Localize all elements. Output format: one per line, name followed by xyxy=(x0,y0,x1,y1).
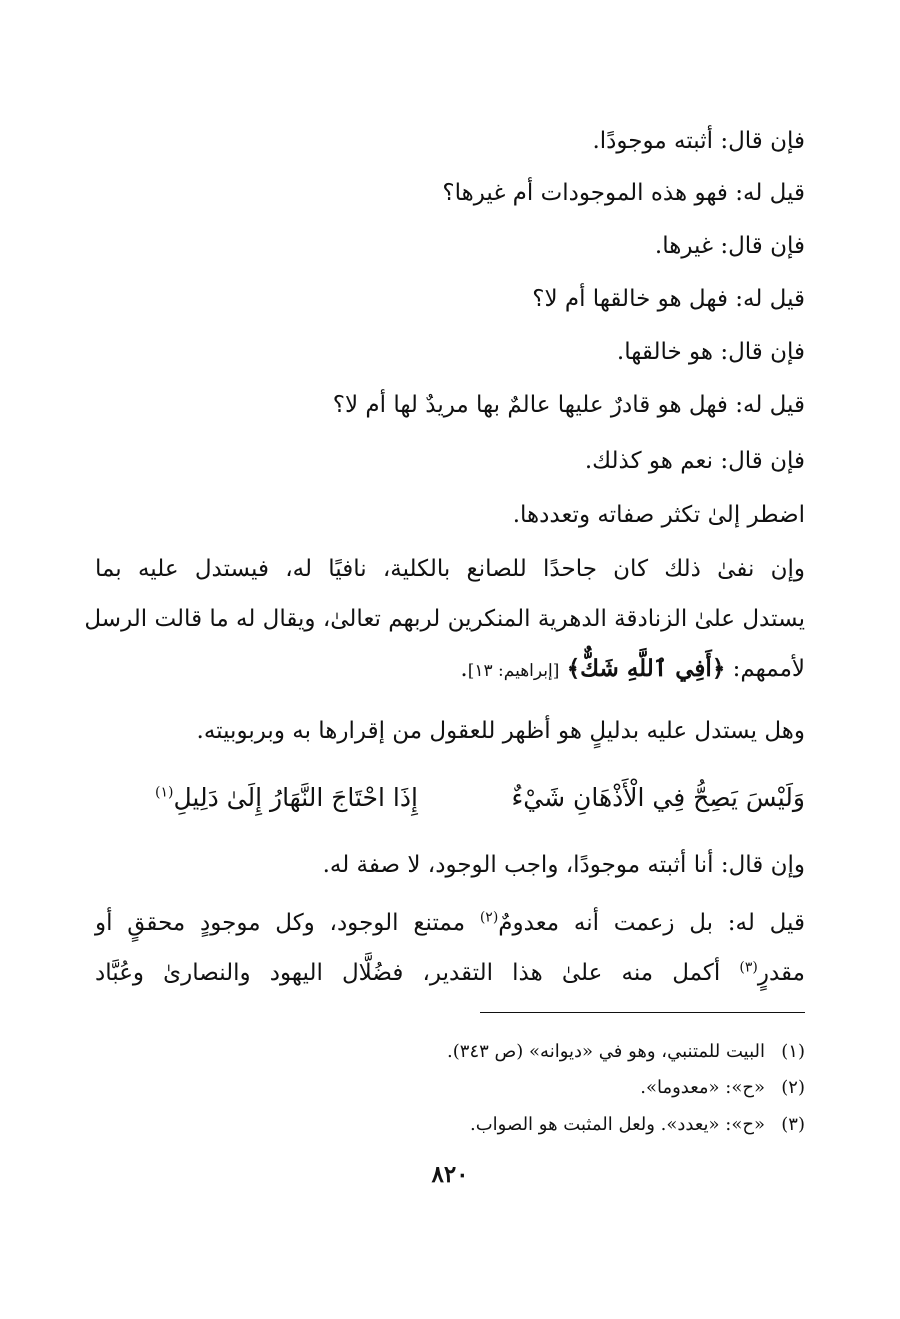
text-line: وهل يستدل عليه بدليلٍ هو أظهر للعقول من إقرارها به وبربوبيته. xyxy=(196,718,805,744)
text-line: قيل له: فهل هو قادرٌ عليها عالمٌ بها مريدٌ لها أم لا؟ xyxy=(332,392,805,418)
footnote-number: (٢) xyxy=(781,1077,805,1098)
footnote xyxy=(95,1113,805,1137)
quran-verse: ﴿أَفِي ٱللَّهِ شَكٌّ﴾ xyxy=(566,655,726,682)
footnote xyxy=(95,1040,805,1064)
footnote-number: (٣) xyxy=(781,1114,805,1135)
paragraph-line xyxy=(95,958,805,988)
text-line: فإن قال: أثبته موجودًا. xyxy=(592,128,805,154)
verse-first-hemistich: وَلَيْسَ يَصِحُّ فِي الْأَذْهَانِ شَيْءٌ xyxy=(511,783,805,812)
line-text: أكمل منه علىٰ هذا التقدير، فضُلَّال اليهود والنصارىٰ وعُبَّاد xyxy=(95,960,740,986)
line-text: مقدرٍ xyxy=(757,960,805,986)
text-line: فإن قال: نعم هو كذلك. xyxy=(584,448,805,474)
line-prefix: لأممهم: xyxy=(725,656,805,682)
text-line: فإن قال: هو خالقها. xyxy=(616,339,805,365)
paragraph-line xyxy=(95,908,805,938)
page-number: ٨٢٠ xyxy=(431,1161,469,1188)
text-line: اضطر إلىٰ تكثر صفاته وتعددها. xyxy=(512,502,805,528)
footnote-number: (١) xyxy=(781,1041,805,1062)
footnote-divider xyxy=(480,1012,805,1013)
footnote xyxy=(95,1076,805,1100)
line-suffix: . xyxy=(460,656,468,682)
line-text: قيل له: بل زعمت أنه معدومٌ xyxy=(498,910,805,936)
text-line: قيل له: فهل هو خالقها أم لا؟ xyxy=(532,286,805,312)
line-text: ممتنع الوجود، وكل موجودٍ محققٍ أو xyxy=(95,910,480,936)
quran-reference: [إبراهيم: ١٣] xyxy=(467,661,560,681)
footnote-marker: (١) xyxy=(155,784,174,801)
verse-second-hemistich xyxy=(155,778,418,818)
text-line: فإن قال: غيرها. xyxy=(654,233,805,259)
footnote-marker: (٣) xyxy=(739,959,758,976)
footnote-text: البيت للمتنبي، وهو في «ديوانه» (ص ٣٤٣). xyxy=(447,1041,765,1062)
footnote-marker: (٢) xyxy=(479,909,499,926)
verse-second-text: إِذَا احْتَاجَ النَّهَارُ إِلَىٰ دَلِيلِ xyxy=(173,783,418,812)
paragraph-line: وإن نفىٰ ذلك كان جاحدًا للصانع بالكلية، نافيًا له، فيستدل عليه بما xyxy=(95,556,805,582)
poetry-verse xyxy=(95,778,805,818)
paragraph-line: يستدل علىٰ الزنادقة الدهرية المنكرين لربهم تعالىٰ، ويقال له ما قالت الرسل xyxy=(84,606,805,632)
text-line: وإن قال: أنا أثبته موجودًا، واجب الوجود، لا صفة له. xyxy=(322,852,805,878)
paragraph-line-quran xyxy=(95,654,805,686)
text-line: قيل له: فهو هذه الموجودات أم غيرها؟ xyxy=(442,180,805,206)
footnote-text: «ح»: «يعدد». ولعل المثبت هو الصواب. xyxy=(470,1114,765,1135)
footnote-text: «ح»: «معدوما». xyxy=(640,1077,765,1098)
